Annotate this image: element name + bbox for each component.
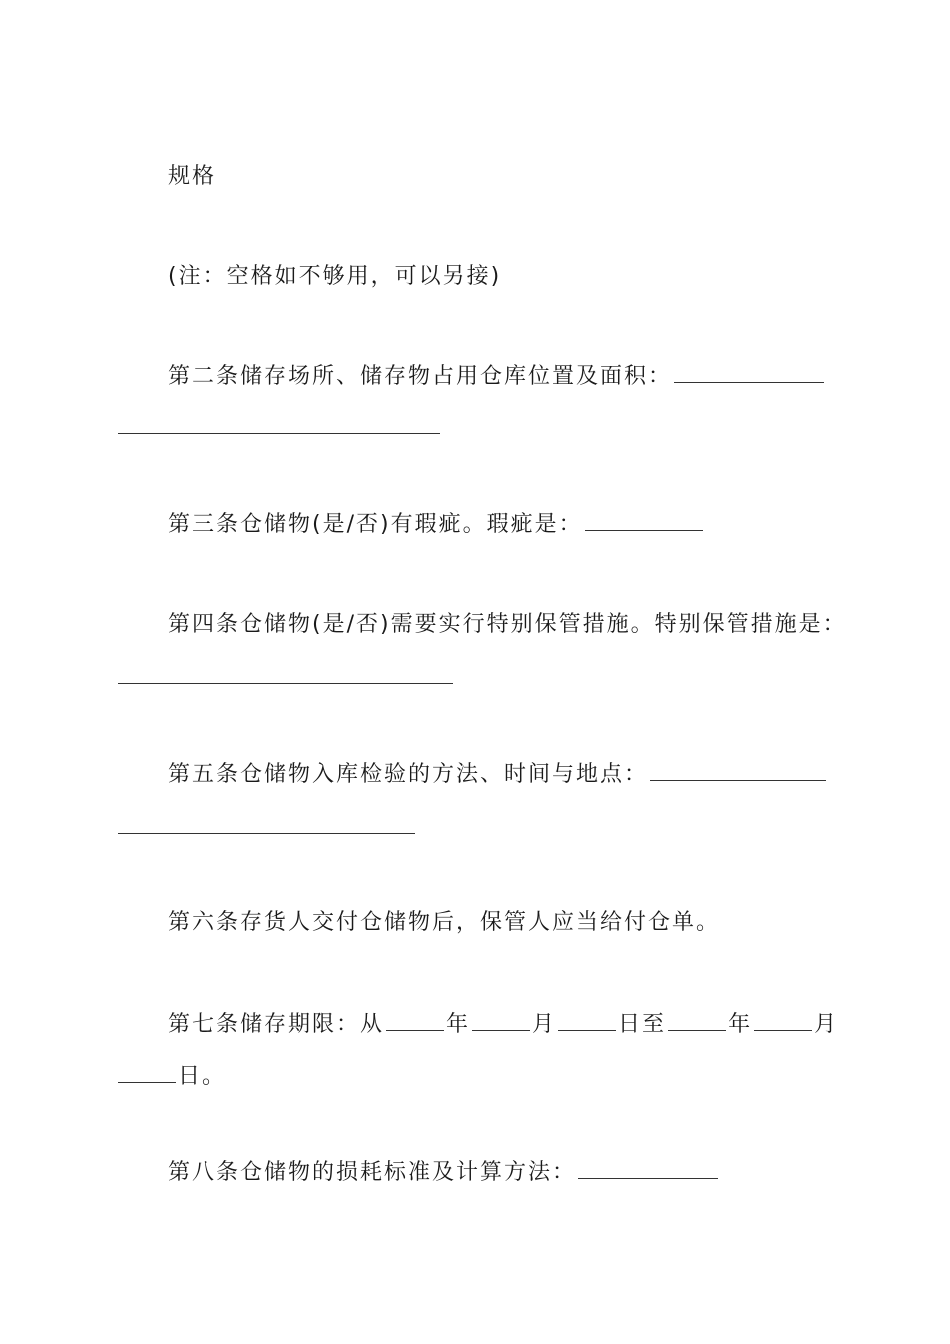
note-line (168, 262, 501, 292)
article-2-line (168, 362, 826, 392)
note-text: (注：空格如不够用，可以另接) (168, 264, 502, 289)
article-3-line (168, 510, 705, 540)
article-3-blank[interactable] (585, 510, 703, 531)
article-2-blank-continued[interactable] (118, 433, 440, 434)
article-5-line (168, 760, 828, 790)
start-month-blank[interactable] (472, 1010, 530, 1031)
start-day-blank[interactable] (558, 1010, 616, 1031)
end-day-blank[interactable] (118, 1062, 176, 1083)
end-year-label: 年 (728, 1012, 753, 1037)
article-4-blank[interactable] (118, 683, 453, 684)
article-5-blank[interactable] (650, 760, 826, 781)
article-5-text: 第五条仓储物入库检验的方法、时间与地点： (168, 762, 649, 787)
end-month-blank[interactable] (754, 1010, 812, 1031)
article-8-line (168, 1158, 720, 1188)
spec-line (168, 162, 216, 192)
article-6-line (168, 908, 720, 938)
end-month-label: 月 (814, 1012, 839, 1037)
article-7-prefix: 第七条储存期限：从 (168, 1012, 385, 1037)
start-year-blank[interactable] (386, 1010, 444, 1031)
start-year-label: 年 (446, 1012, 471, 1037)
end-year-blank[interactable] (668, 1010, 726, 1031)
start-day-label: 日至 (618, 1012, 667, 1037)
article-2-text: 第二条储存场所、储存物占用仓库位置及面积： (168, 364, 673, 389)
article-8-blank[interactable] (578, 1158, 718, 1179)
start-month-label: 月 (532, 1012, 557, 1037)
article-2-blank[interactable] (674, 362, 824, 383)
article-8-text: 第八条仓储物的损耗标准及计算方法： (168, 1160, 577, 1185)
article-7-continued-line (118, 1062, 226, 1092)
end-day-label: 日。 (178, 1064, 227, 1089)
article-6-text: 第六条存货人交付仓储物后，保管人应当给付仓单。 (168, 910, 721, 935)
article-3-text: 第三条仓储物(是/否)有瑕疵。瑕疵是： (168, 512, 583, 537)
article-4-line (168, 610, 847, 640)
article-5-blank-continued[interactable] (118, 833, 415, 834)
article-4-text: 第四条仓储物(是/否)需要实行特别保管措施。特别保管措施是： (168, 612, 847, 637)
spec-text: 规格 (168, 164, 217, 189)
article-7-line (168, 1010, 838, 1040)
